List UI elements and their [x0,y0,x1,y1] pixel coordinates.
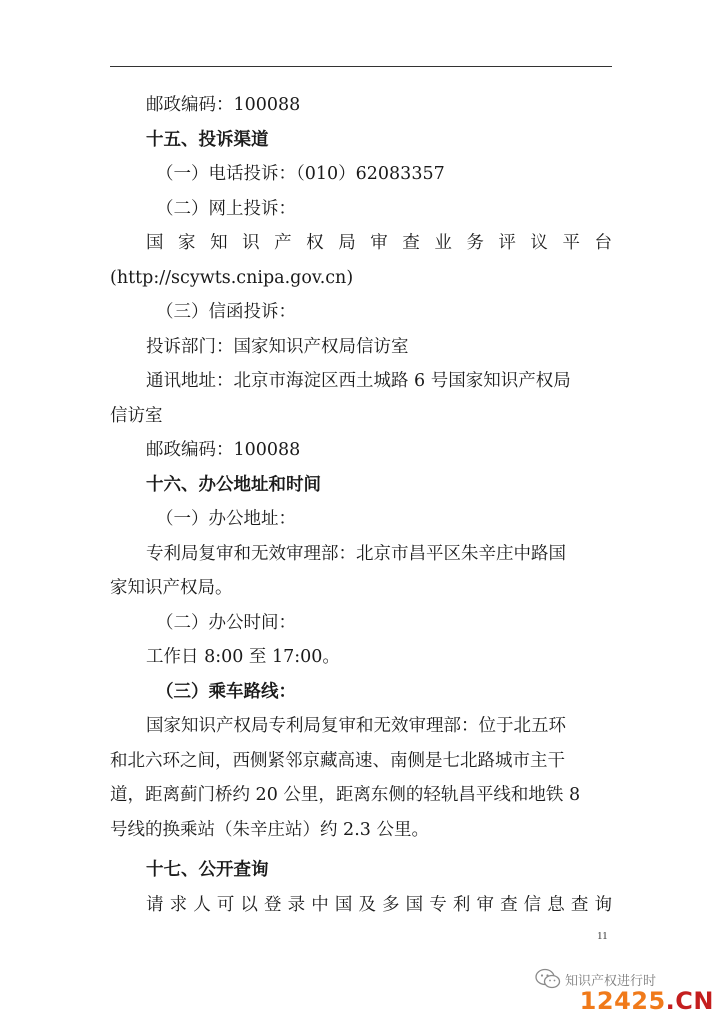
complaint-department-line: 投诉部门：国家知识产权局信访室 [146,336,409,357]
transport-route-line-3: 道，距离蓟门桥约 20 公里，距离东侧的轻轨昌平线和地铁 8 [110,785,581,805]
page-number: 11 [597,930,608,942]
office-address-line: 专利局复审和无效审理部：北京市昌平区朱辛庄中路国 [146,543,566,564]
site-logo [580,987,714,1015]
site-logo-tld: CN [675,987,714,1015]
office-hours-line: 工作日 8:00 至 17:00。 [146,647,340,667]
mailing-address-line: 通讯地址：北京市海淀区西土城路 6 号国家知识产权局 [146,371,571,391]
letter-complaint-heading: （三）信函投诉： [156,302,296,322]
watermark-text: 知识产权进行时 [565,973,657,989]
site-logo-dot: . [665,987,676,1015]
office-address-cont: 家知识产权局。 [110,578,233,598]
online-complaint-heading: （二）网上投诉： [156,198,296,219]
transport-route-line-2: 和北六环之间，西侧紧邻京藏高速、南侧是七北路城市主干 [110,750,565,771]
review-platform-name: 国家知识产权局审查业务评议平台 [146,233,612,253]
review-platform-url[interactable]: (http://scywts.cnipa.gov.cn) [110,267,354,288]
section-heading-15: 十五、投诉渠道 [146,129,269,150]
office-hours-heading: （二）办公时间： [156,612,296,633]
phone-complaint-line: （一）电话投诉：（010）62083357 [156,164,445,184]
document-body [110,88,612,922]
site-logo-number: 12425 [579,987,666,1015]
office-address-heading: （一）办公地址： [156,509,296,529]
transport-route-line-1: 国家知识产权局专利局复审和无效审理部：位于北五环 [146,716,566,736]
postal-code-line-2: 邮政编码：100088 [146,440,301,460]
transport-route-heading: （三）乘车路线： [156,681,296,702]
postal-code-line-1: 邮政编码：100088 [146,95,301,115]
transport-route-line-4: 号线的换乘站（朱辛庄站）约 2.3 公里。 [110,819,429,840]
section-heading-16: 十六、办公地址和时间 [146,474,321,495]
section-heading-17: 十七、公开查询 [146,860,269,880]
public-inquiry-line: 请求人可以登录中国及多国专利审查信息查询 [146,894,612,915]
mailing-address-cont: 信访室 [110,405,163,426]
wechat-icon [535,968,561,990]
header-rule [110,66,612,67]
